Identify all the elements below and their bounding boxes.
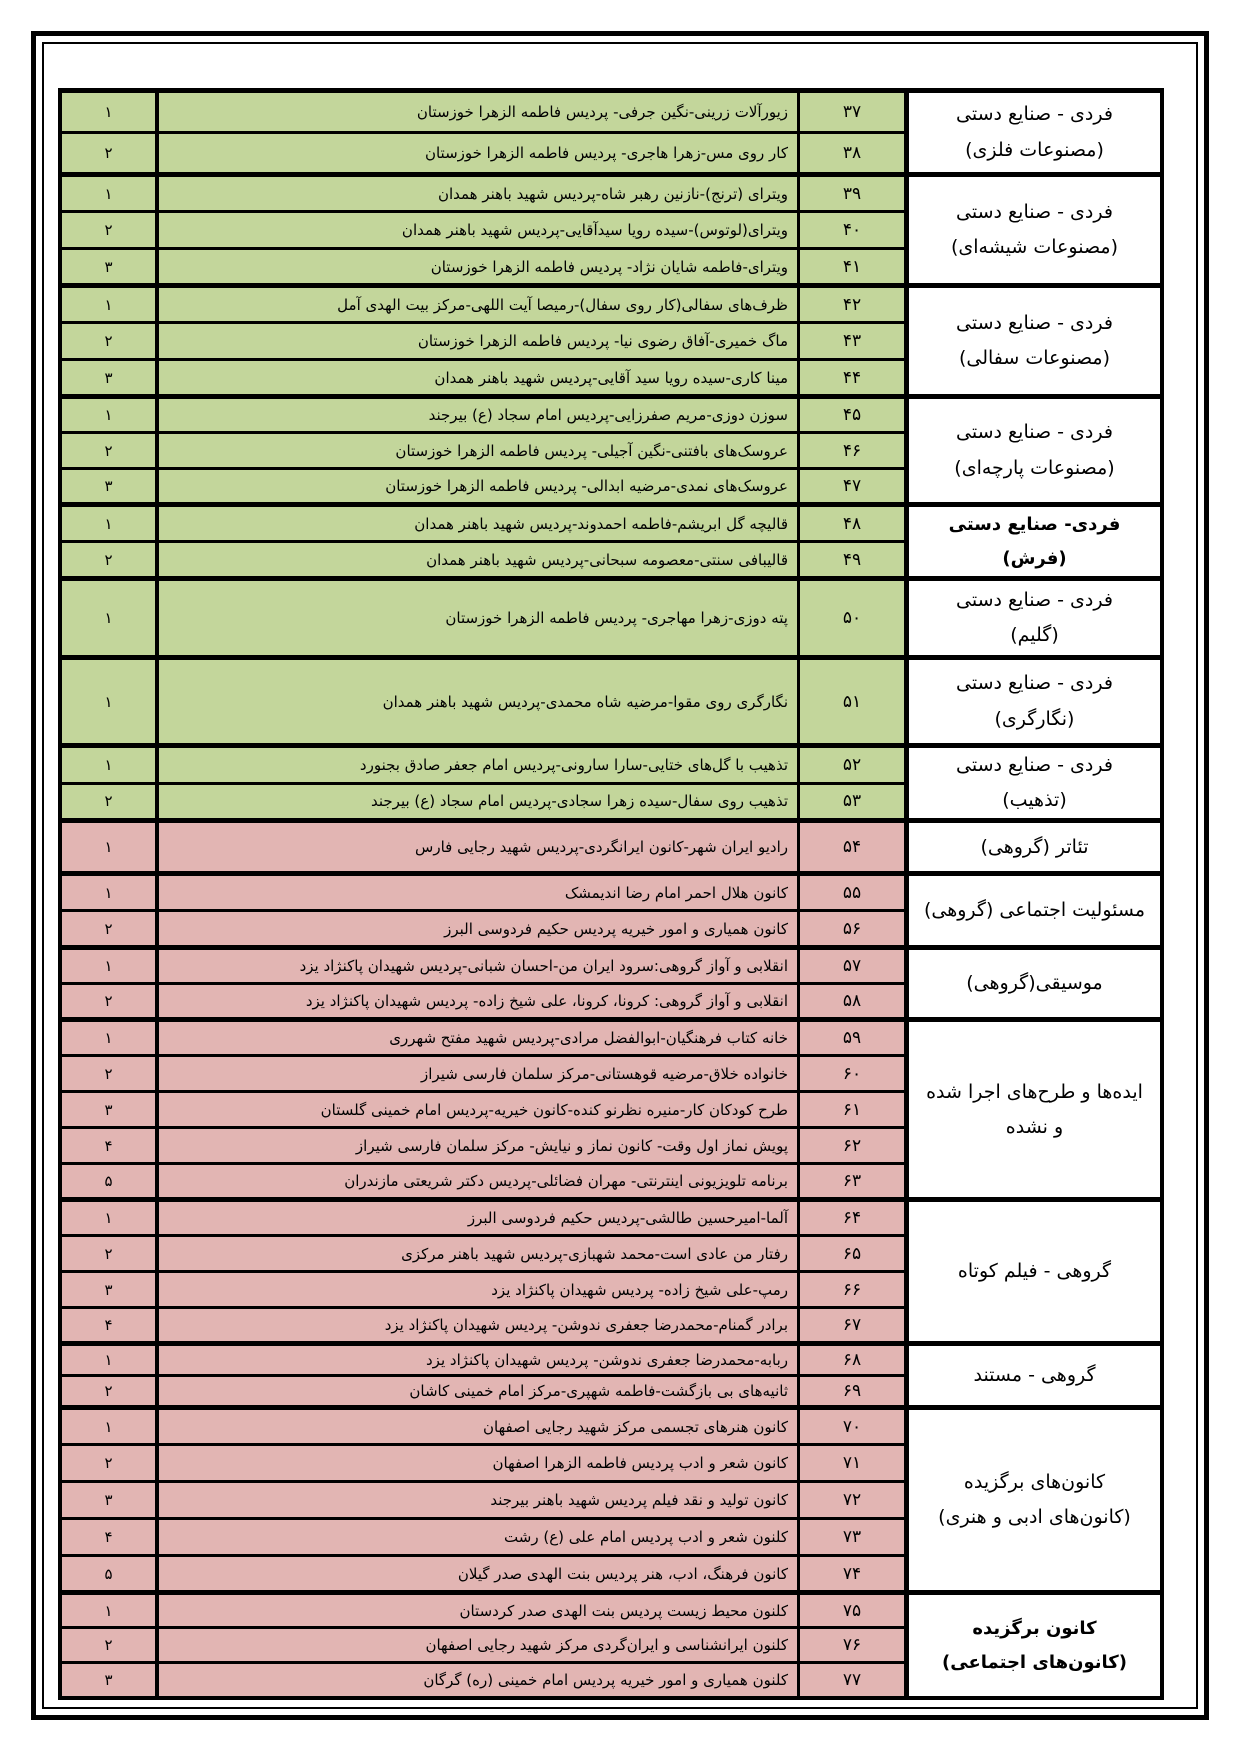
category-line: و نشده xyxy=(1005,1115,1064,1138)
table-row xyxy=(60,1200,1162,1236)
row-number-cell: ۵۶ xyxy=(799,911,907,948)
rank-cell: ۳ xyxy=(60,360,157,397)
row-number-cell: ۶۷ xyxy=(799,1308,907,1344)
category-cell xyxy=(907,658,1163,746)
rank-cell: ۴ xyxy=(60,1128,157,1164)
category-cell xyxy=(907,175,1163,286)
rank-cell: ۳ xyxy=(60,249,157,286)
rank-cell: ۵ xyxy=(60,1556,157,1593)
category-cell xyxy=(907,1344,1163,1408)
row-number-cell: ۷۳ xyxy=(799,1519,907,1556)
category-line: (مصنوعات پارچه‌ای) xyxy=(954,456,1115,479)
row-number-cell: ۶۱ xyxy=(799,1092,907,1128)
entry-cell: زیورآلات زرینی-نگین جرفی- پردیس فاطمه الزهرا خوزستان xyxy=(157,91,799,133)
entry-cell: کانون شعر و ادب پردیس فاطمه الزهرا اصفهان xyxy=(157,1445,799,1482)
category-cell xyxy=(907,874,1163,948)
category-line: (فرش) xyxy=(1002,547,1067,569)
table-row xyxy=(60,821,1162,874)
rank-cell: ۲ xyxy=(60,783,157,821)
row-number-cell: ۶۰ xyxy=(799,1056,907,1092)
category-line: (کانون‌های ادبی و هنری) xyxy=(938,1506,1131,1529)
entry-cell: کانون همیاری و امور خیریه پردیس حکیم فردوسی البرز xyxy=(157,911,799,948)
entry-cell: نگارگری روی مقوا-مرضیه شاه محمدی-پردیس شهید باهنر همدان xyxy=(157,658,799,746)
entry-cell: ثانیه‌های بی بازگشت-فاطمه شهپری-مرکز امام خمینی کاشان xyxy=(157,1376,799,1408)
rank-cell: ۱ xyxy=(60,821,157,874)
entry-cell: خانه کتاب فرهنگیان-ابوالفضل مرادی-پردیس شهید مفتح شهرری xyxy=(157,1020,799,1056)
rank-cell: ۱ xyxy=(60,286,157,323)
entry-cell: طرح کودکان کار-منیره نظرنو کنده-کانون خیریه-پردیس امام خمینی گلستان xyxy=(157,1092,799,1128)
row-number-cell: ۷۵ xyxy=(799,1593,907,1628)
row-number-cell: ۶۶ xyxy=(799,1272,907,1308)
category-cell xyxy=(907,1408,1163,1593)
rank-cell: ۱ xyxy=(60,1408,157,1445)
row-number-cell: ۷۰ xyxy=(799,1408,907,1445)
winners-table xyxy=(58,88,1164,1700)
entry-cell: تذهیب با گل‌های ختایی-سارا سارونی-پردیس امام جعفر صادق بجنورد xyxy=(157,746,799,784)
row-number-cell: ۵۸ xyxy=(799,984,907,1020)
entry-cell: آلما-امیرحسین طالشی-پردیس حکیم فردوسی البرز xyxy=(157,1200,799,1236)
rank-cell: ۱ xyxy=(60,1593,157,1628)
table-row xyxy=(60,1408,1162,1445)
entry-cell: کار روی مس-زهرا هاجری- پردیس فاطمه الزهرا خوزستان xyxy=(157,133,799,175)
table-container xyxy=(58,88,1164,1700)
row-number-cell: ۵۴ xyxy=(799,821,907,874)
entry-cell: عروسک‌های بافتنی-نگین آجیلی- پردیس فاطمه الزهرا خوزستان xyxy=(157,433,799,469)
category-line: گروهی - فیلم کوتاه xyxy=(957,1260,1112,1283)
entry-cell: ویترای(لوتوس)-سیده رویا سیدآقایی-پردیس شهید باهنر همدان xyxy=(157,212,799,249)
category-line: مسئولیت اجتماعی (گروهی) xyxy=(923,899,1146,922)
category-cell xyxy=(907,1593,1163,1698)
entry-cell: کانون تولید و نقد فیلم پردیس شهید باهنر بیرجند xyxy=(157,1482,799,1519)
category-line: کانون‌های برگزیده xyxy=(963,1471,1106,1494)
category-line: فردی - صنایع دستی xyxy=(956,200,1113,223)
row-number-cell: ۵۷ xyxy=(799,948,907,984)
category-line: (تذهیب) xyxy=(1002,789,1067,812)
entry-cell: قالیچه گل ابریشم-فاطمه احمدوند-پردیس شهید باهنر همدان xyxy=(157,505,799,542)
category-line: (گلیم) xyxy=(1010,624,1059,646)
category-line: فردی - صنایع دستی xyxy=(956,311,1113,334)
category-line: فردی - صنایع دستی xyxy=(956,672,1113,695)
table-row xyxy=(60,1593,1162,1628)
table-row xyxy=(60,1344,1162,1376)
rank-cell: ۳ xyxy=(60,469,157,505)
entry-cell: تذهیب روی سفال-سیده زهرا سجادی-پردیس امام سجاد (ع) بیرجند xyxy=(157,783,799,821)
category-line: (نگارگری) xyxy=(994,707,1075,730)
entry-cell: انقلابی و آواز گروهی:سرود ایران من-احسان شبانی-پردیس شهیدان پاکنژاد یزد xyxy=(157,948,799,984)
category-line: تئاتر (گروهی) xyxy=(980,835,1089,858)
row-number-cell: ۴۲ xyxy=(799,286,907,323)
rank-cell: ۲ xyxy=(60,1236,157,1272)
category-cell xyxy=(907,1020,1163,1200)
rank-cell: ۲ xyxy=(60,542,157,579)
row-number-cell: ۴۵ xyxy=(799,397,907,433)
rank-cell: ۱ xyxy=(60,505,157,542)
entry-cell: مینا کاری-سیده رویا سید آقایی-پردیس شهید باهنر همدان xyxy=(157,360,799,397)
entry-cell: ویترای (ترنج)-نازنین رهبر شاه-پردیس شهید باهنر همدان xyxy=(157,175,799,212)
category-line: (مصنوعات فلزی) xyxy=(965,138,1104,161)
rank-cell: ۱ xyxy=(60,91,157,133)
winners-table-body xyxy=(60,91,1162,1698)
row-number-cell: ۷۷ xyxy=(799,1663,907,1698)
entry-cell: ویترای-فاطمه شایان نژاد- پردیس فاطمه الزهرا خوزستان xyxy=(157,249,799,286)
row-number-cell: ۵۳ xyxy=(799,783,907,821)
category-cell xyxy=(907,397,1163,505)
entry-cell: عروسک‌های نمدی-مرضیه ابدالی- پردیس فاطمه الزهرا خوزستان xyxy=(157,469,799,505)
row-number-cell: ۶۸ xyxy=(799,1344,907,1376)
table-row xyxy=(60,1020,1162,1056)
table-row xyxy=(60,505,1162,542)
rank-cell: ۱ xyxy=(60,874,157,911)
category-cell xyxy=(907,948,1163,1020)
row-number-cell: ۶۵ xyxy=(799,1236,907,1272)
rank-cell: ۳ xyxy=(60,1092,157,1128)
entry-cell: کانون هنرهای تجسمی مرکز شهید رجایی اصفهان xyxy=(157,1408,799,1445)
rank-cell: ۳ xyxy=(60,1272,157,1308)
category-line: ایده‌ها و طرح‌های اجرا شده xyxy=(926,1080,1143,1103)
rank-cell: ۲ xyxy=(60,1628,157,1663)
rank-cell: ۲ xyxy=(60,1376,157,1408)
entry-cell: رادیو ایران شهر-کانون ایرانگردی-پردیس شهید رجایی فارس xyxy=(157,821,799,874)
entry-cell: سوزن دوزی-مریم صفرزایی-پردیس امام سجاد (ع) بیرجند xyxy=(157,397,799,433)
row-number-cell: ۴۷ xyxy=(799,469,907,505)
table-row xyxy=(60,175,1162,212)
entry-cell: کلنون شعر و ادب پردیس امام علی (ع) رشت xyxy=(157,1519,799,1556)
entry-cell: رفتار من عادی است-محمد شهبازی-پردیس شهید باهنر مرکزی xyxy=(157,1236,799,1272)
category-cell xyxy=(907,91,1163,175)
row-number-cell: ۳۸ xyxy=(799,133,907,175)
category-cell xyxy=(907,821,1163,874)
category-line: فردی - صنایع دستی xyxy=(956,421,1113,444)
entry-cell: کلنون محیط زیست پردیس بنت الهدی صدر کردستان xyxy=(157,1593,799,1628)
row-number-cell: ۷۴ xyxy=(799,1556,907,1593)
category-line: گروهی - مستند xyxy=(973,1364,1096,1387)
rank-cell: ۱ xyxy=(60,658,157,746)
entry-cell: رمپ-علی شیخ زاده- پردیس شهیدان پاکنژاد یزد xyxy=(157,1272,799,1308)
row-number-cell: ۵۰ xyxy=(799,579,907,658)
row-number-cell: ۶۳ xyxy=(799,1164,907,1200)
rank-cell: ۳ xyxy=(60,1663,157,1698)
rank-cell: ۲ xyxy=(60,984,157,1020)
entry-cell: برادر گمنام-محمدرضا جعفری ندوشن- پردیس شهیدان پاکنژاد یزد xyxy=(157,1308,799,1344)
entry-cell: برنامه تلویزیونی اینترنتی- مهران فضائلی-پردیس دکتر شریعتی مازندران xyxy=(157,1164,799,1200)
category-cell xyxy=(907,579,1163,658)
row-number-cell: ۴۳ xyxy=(799,323,907,360)
entry-cell: ظرف‌های سفالی(کار روی سفال)-رمیصا آیت اللهی-مرکز بیت الهدی آمل xyxy=(157,286,799,323)
entry-cell: انقلابی و آواز گروهی: کرونا، کرونا، علی شیخ زاده- پردیس شهیدان پاکنژاد یزد xyxy=(157,984,799,1020)
entry-cell: ماگ خمیری-آفاق رضوی نیا- پردیس فاطمه الزهرا خوزستان xyxy=(157,323,799,360)
category-cell xyxy=(907,1200,1163,1344)
table-row xyxy=(60,658,1162,746)
rank-cell: ۱ xyxy=(60,1344,157,1376)
entry-cell: پویش نماز اول وقت- کانون نماز و نیایش- مرکز سلمان فارسی شیراز xyxy=(157,1128,799,1164)
category-line: (کانون‌های اجتماعی) xyxy=(942,1651,1127,1673)
row-number-cell: ۳۹ xyxy=(799,175,907,212)
rank-cell: ۱ xyxy=(60,579,157,658)
row-number-cell: ۴۹ xyxy=(799,542,907,579)
rank-cell: ۱ xyxy=(60,746,157,784)
row-number-cell: ۴۱ xyxy=(799,249,907,286)
row-number-cell: ۴۰ xyxy=(799,212,907,249)
rank-cell: ۴ xyxy=(60,1308,157,1344)
category-cell xyxy=(907,746,1163,821)
row-number-cell: ۷۱ xyxy=(799,1445,907,1482)
entry-cell: قالیبافی سنتی-معصومه سبحانی-پردیس شهید باهنر همدان xyxy=(157,542,799,579)
category-cell xyxy=(907,286,1163,397)
table-row xyxy=(60,948,1162,984)
entry-cell: خانواده خلاق-مرضیه قوهستانی-مرکز سلمان فارسی شیراز xyxy=(157,1056,799,1092)
entry-cell: کلنون ایرانشناسی و ایران‌گردی مرکز شهید رجایی اصفهان xyxy=(157,1628,799,1663)
table-row xyxy=(60,286,1162,323)
table-row xyxy=(60,746,1162,784)
row-number-cell: ۵۹ xyxy=(799,1020,907,1056)
entry-cell: کانون فرهنگ، ادب، هنر پردیس بنت الهدی صدر گیلان xyxy=(157,1556,799,1593)
category-cell xyxy=(907,505,1163,579)
row-number-cell: ۵۱ xyxy=(799,658,907,746)
category-line: فردی- صنایع دستی xyxy=(948,514,1121,536)
row-number-cell: ۳۷ xyxy=(799,91,907,133)
category-line: فردی - صنایع دستی xyxy=(956,754,1113,776)
category-line: (مصنوعات سفالی) xyxy=(958,347,1111,369)
rank-cell: ۱ xyxy=(60,1200,157,1236)
rank-cell: ۳ xyxy=(60,1482,157,1519)
rank-cell: ۲ xyxy=(60,1445,157,1482)
category-line: موسیقی(گروهی) xyxy=(966,972,1103,995)
row-number-cell: ۴۶ xyxy=(799,433,907,469)
row-number-cell: ۷۶ xyxy=(799,1628,907,1663)
category-line: فردی - صنایع دستی xyxy=(956,588,1113,611)
category-line: فردی - صنایع دستی xyxy=(956,103,1113,126)
row-number-cell: ۶۴ xyxy=(799,1200,907,1236)
rank-cell: ۲ xyxy=(60,212,157,249)
rank-cell: ۵ xyxy=(60,1164,157,1200)
table-row xyxy=(60,579,1162,658)
row-number-cell: ۷۲ xyxy=(799,1482,907,1519)
rank-cell: ۱ xyxy=(60,1020,157,1056)
row-number-cell: ۴۸ xyxy=(799,505,907,542)
category-line: کانون برگزیده xyxy=(972,1618,1097,1640)
entry-cell: ربابه-محمدرضا جعفری ندوشن- پردیس شهیدان پاکنژاد یزد xyxy=(157,1344,799,1376)
rank-cell: ۲ xyxy=(60,911,157,948)
rank-cell: ۲ xyxy=(60,323,157,360)
rank-cell: ۱ xyxy=(60,948,157,984)
row-number-cell: ۵۵ xyxy=(799,874,907,911)
table-row xyxy=(60,397,1162,433)
entry-cell: کلنون همیاری و امور خیریه پردیس امام خمینی (ره) گرگان xyxy=(157,1663,799,1698)
row-number-cell: ۶۲ xyxy=(799,1128,907,1164)
row-number-cell: ۵۲ xyxy=(799,746,907,784)
entry-cell: کانون هلال احمر امام رضا اندیمشک xyxy=(157,874,799,911)
rank-cell: ۲ xyxy=(60,1056,157,1092)
row-number-cell: ۴۴ xyxy=(799,360,907,397)
rank-cell: ۲ xyxy=(60,433,157,469)
rank-cell: ۱ xyxy=(60,397,157,433)
category-line: (مصنوعات شیشه‌ای) xyxy=(950,236,1119,258)
rank-cell: ۴ xyxy=(60,1519,157,1556)
row-number-cell: ۶۹ xyxy=(799,1376,907,1408)
table-row xyxy=(60,91,1162,133)
entry-cell: پته دوزی-زهرا مهاجری- پردیس فاطمه الزهرا خوزستان xyxy=(157,579,799,658)
rank-cell: ۱ xyxy=(60,175,157,212)
rank-cell: ۲ xyxy=(60,133,157,175)
table-row xyxy=(60,874,1162,911)
